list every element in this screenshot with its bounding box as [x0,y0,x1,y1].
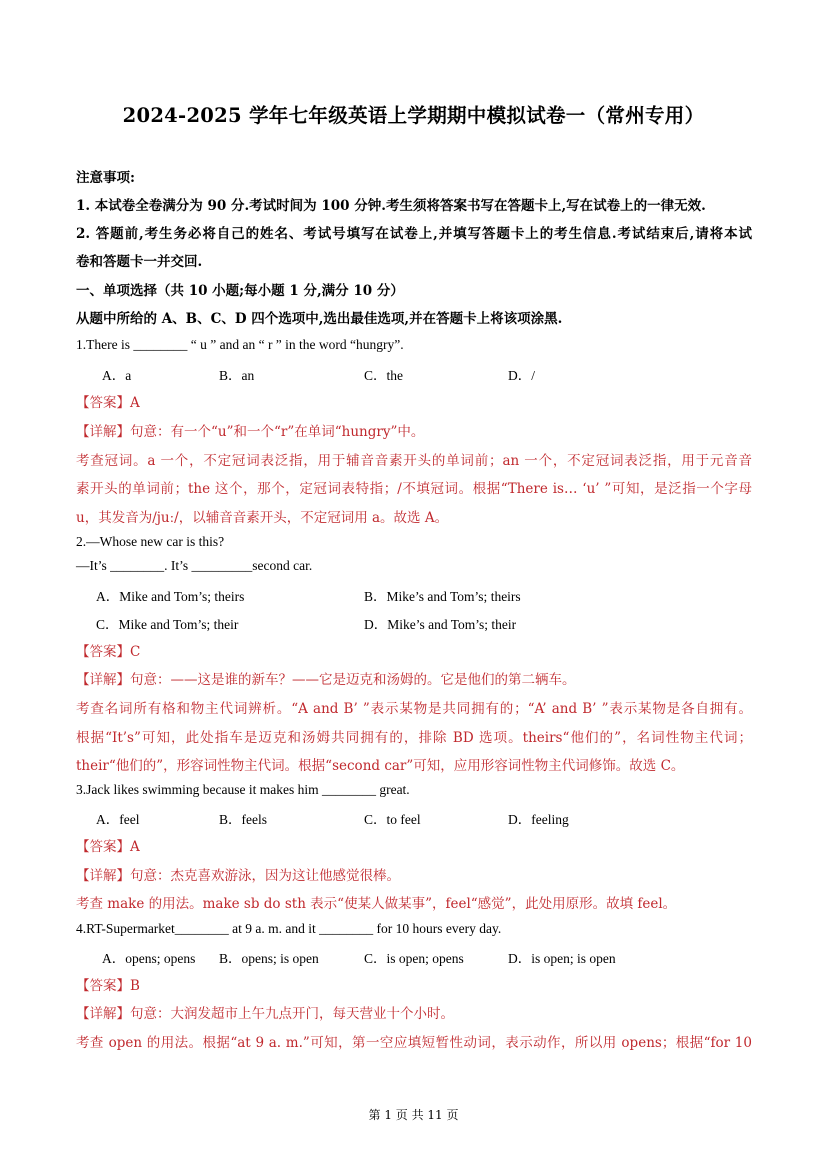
q2-option-a: A．Mike and Tom’s; theirs [96,589,245,604]
notes-heading: 注意事项: [76,170,135,186]
q3-option-a: A．feel [96,812,140,827]
detail-tag: 【详解】 [76,672,130,688]
detail-translation: 句意：——这是谁的新车？——它是迈克和汤姆的。它是他们的第二辆车。 [130,672,576,688]
q4-option-c: C．is open; opens [364,951,464,966]
notes-item-2: 2. 答题前,考生务必将自己的姓名、考试号填写在试卷上,并填写答题卡上的考生信息.考试结束后,请将本试 [76,226,752,242]
section-heading: 一、单项选择（共 10 小题;每小题 1 分,满分 10 分） [76,283,404,299]
q3-option-c: C．to feel [364,812,421,827]
q1-explanation-line: u，其发音为/juː/，以辅音音素开头，不定冠词用 a。故选 A。 [76,510,449,526]
q2-explanation-line: their“他们的”，形容词性物主代词。根据“second car”可知，应用形容词性物主代词修饰。故选 C。 [76,758,685,774]
q3-option-d: D．feeling [508,812,569,827]
q4-explanation-line: 考查 open 的用法。根据“at 9 a. m.”可知，第一空应填短暂性动词，表示动作，所以用 opens；根据“for 10 [76,1035,752,1051]
q2-option-c: C．Mike and Tom’s; their [96,617,239,632]
q4-option-a: A．opens; opens [102,951,196,966]
q3-detail [76,864,400,884]
q2-answer: 【答案】C [76,644,141,660]
q1-answer: 【答案】A [76,395,140,411]
q1-explanation-line: 素开头的单词前；the 这个，那个，定冠词表特指；/不填冠词。根据“There is… ‘u’ ”可知，是泛指一个字母 [76,481,752,497]
q2-explanation-line: 根据“It’s”可知，此处指车是迈克和汤姆共同拥有的，排除 BD 选项。theirs“他们的”，名词性物主代词； [76,730,752,746]
detail-translation: 句意：有一个“u”和一个“r”在单词“hungry”中。 [130,424,425,440]
question-3-stem: 3.Jack likes swimming because it makes him ________ great. [76,782,410,797]
notes-item-2-cont: 卷和答题卡一并交回. [76,254,203,270]
question-1-stem: 1.There is ________ “ u ” and an “ r ” in the word “hungry”. [76,337,404,352]
page-footer: 第 1 页 共 11 页 [368,1108,459,1122]
q1-option-a: A．a [102,368,132,383]
q4-option-b: B．opens; is open [219,951,319,966]
q4-answer: 【答案】B [76,978,140,994]
q2-option-d: D．Mike’s and Tom’s; their [364,617,517,632]
q2-detail [76,668,576,688]
question-2-stem: —It’s ________. It’s _________second car. [76,558,313,573]
q3-answer: 【答案】A [76,839,140,855]
q1-option-b: B．an [219,368,255,383]
q1-explanation-line: 考查冠词。a 一个，不定冠词表泛指，用于辅音音素开头的单词前；an 一个，不定冠词表泛指，用于元音音 [76,453,752,469]
q2-explanation-line: 考查名词所有格和物主代词辨析。“A and B’ ”表示某物是共同拥有的；“A’ and B’ ”表示某物是各自拥有。 [76,701,752,717]
notes-item-1: 1. 本试卷全卷满分为 90 分.考试时间为 100 分钟.考生须将答案书写在答题卡上,写在试卷上的一律无效. [76,198,706,214]
q2-option-b: B．Mike’s and Tom’s; theirs [364,589,521,604]
q3-explanation-line: 考查 make 的用法。make sb do sth 表示“使某人做某事”，feel“感觉”，此处用原形。故填 feel。 [76,896,677,912]
q1-detail [76,420,424,440]
detail-tag: 【详解】 [76,424,130,440]
detail-translation: 句意：大润发超市上午九点开门，每天营业十个小时。 [130,1006,454,1022]
q4-detail [76,1002,454,1022]
section-instruction: 从题中所给的 A、B、C、D 四个选项中,选出最佳选项,并在答题卡上将该项涂黑. [76,311,563,327]
detail-tag: 【详解】 [76,868,130,884]
question-4-stem: 4.RT-Supermarket________ at 9 a. m. and it ________ for 10 hours every day. [76,921,502,936]
q1-option-d: D．/ [508,368,535,383]
detail-translation: 句意：杰克喜欢游泳，因为这让他感觉很棒。 [130,868,400,884]
q1-option-c: C．the [364,368,403,383]
page-title: 2024-2025 学年七年级英语上学期期中模拟试卷一（常州专用） [122,104,705,127]
detail-tag: 【详解】 [76,1006,130,1022]
q3-option-b: B．feels [219,812,267,827]
q4-option-d: D．is open; is open [508,951,616,966]
question-2-stem: 2.—Whose new car is this? [76,534,225,549]
